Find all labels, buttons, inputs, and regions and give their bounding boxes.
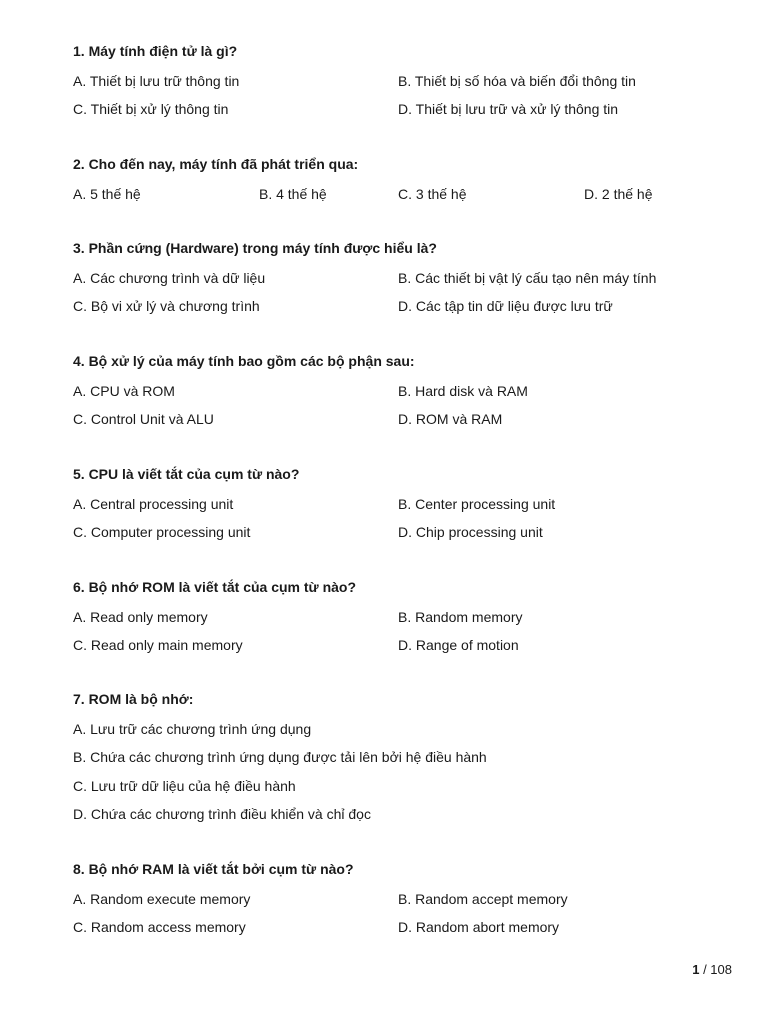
answer-option: B. Chứa các chương trình ứng dụng được tải lên bởi hệ điều hành: [73, 749, 487, 765]
answer-option: D. Range of motion: [398, 637, 519, 653]
page-number: [692, 962, 732, 977]
answer-option: A. Read only memory: [73, 609, 208, 625]
question-title: 1. Máy tính điện tử là gì?: [73, 43, 238, 59]
answer-option: B. Hard disk và RAM: [398, 383, 528, 399]
answer-option: B. Thiết bị số hóa và biến đổi thông tin: [398, 73, 636, 89]
answer-option: C. Lưu trữ dữ liệu của hệ điều hành: [73, 778, 296, 794]
answer-option: C. Control Unit và ALU: [73, 411, 214, 427]
answer-option: A. Các chương trình và dữ liệu: [73, 270, 266, 286]
page-separator: /: [699, 962, 711, 977]
answer-option: C. Thiết bị xử lý thông tin: [73, 101, 229, 117]
answer-option: B. 4 thế hệ: [259, 186, 327, 202]
question-title: 8. Bộ nhớ RAM là viết tắt bởi cụm từ nào?: [73, 861, 354, 877]
answer-option: A. Lưu trữ các chương trình ứng dụng: [73, 721, 312, 737]
answer-option: A. Random execute memory: [73, 891, 251, 907]
answer-option: D. 2 thế hệ: [584, 186, 653, 202]
answer-option: C. Bộ vi xử lý và chương trình: [73, 298, 260, 314]
answer-option: D. Random abort memory: [398, 919, 560, 935]
answer-option: D. Chip processing unit: [398, 524, 543, 540]
answer-option: C. Random access memory: [73, 919, 246, 935]
answer-option: D. ROM và RAM: [398, 411, 503, 427]
answer-option: A. Central processing unit: [73, 496, 234, 512]
answer-option: D. Các tập tin dữ liệu được lưu trữ: [398, 298, 613, 314]
answer-option: A. 5 thế hệ: [73, 186, 141, 202]
current-page: 1: [692, 962, 700, 977]
answer-option: B. Các thiết bị vật lý cấu tạo nên máy tính: [398, 270, 657, 286]
total-pages: 108: [710, 962, 732, 977]
answer-option: C. Read only main memory: [73, 637, 243, 653]
question-title: 3. Phần cứng (Hardware) trong máy tính được hiểu là?: [73, 240, 437, 256]
answer-option: C. 3 thế hệ: [398, 186, 467, 202]
answer-option: D. Thiết bị lưu trữ và xử lý thông tin: [398, 101, 619, 117]
question-title: 4. Bộ xử lý của máy tính bao gồm các bộ phận sau:: [73, 353, 415, 369]
answer-option: C. Computer processing unit: [73, 524, 251, 540]
answer-option: B. Center processing unit: [398, 496, 556, 512]
answer-option: B. Random memory: [398, 609, 523, 625]
answer-option: A. CPU và ROM: [73, 383, 175, 399]
question-title: 6. Bộ nhớ ROM là viết tắt của cụm từ nào?: [73, 579, 357, 595]
question-title: 5. CPU là viết tắt của cụm từ nào?: [73, 466, 300, 482]
question-title: 2. Cho đến nay, máy tính đã phát triển qua:: [73, 156, 359, 172]
question-title: 7. ROM là bộ nhớ:: [73, 691, 194, 707]
answer-option: D. Chứa các chương trình điều khiển và chỉ đọc: [73, 806, 371, 822]
answer-option: A. Thiết bị lưu trữ thông tin: [73, 73, 240, 89]
answer-option: B. Random accept memory: [398, 891, 568, 907]
